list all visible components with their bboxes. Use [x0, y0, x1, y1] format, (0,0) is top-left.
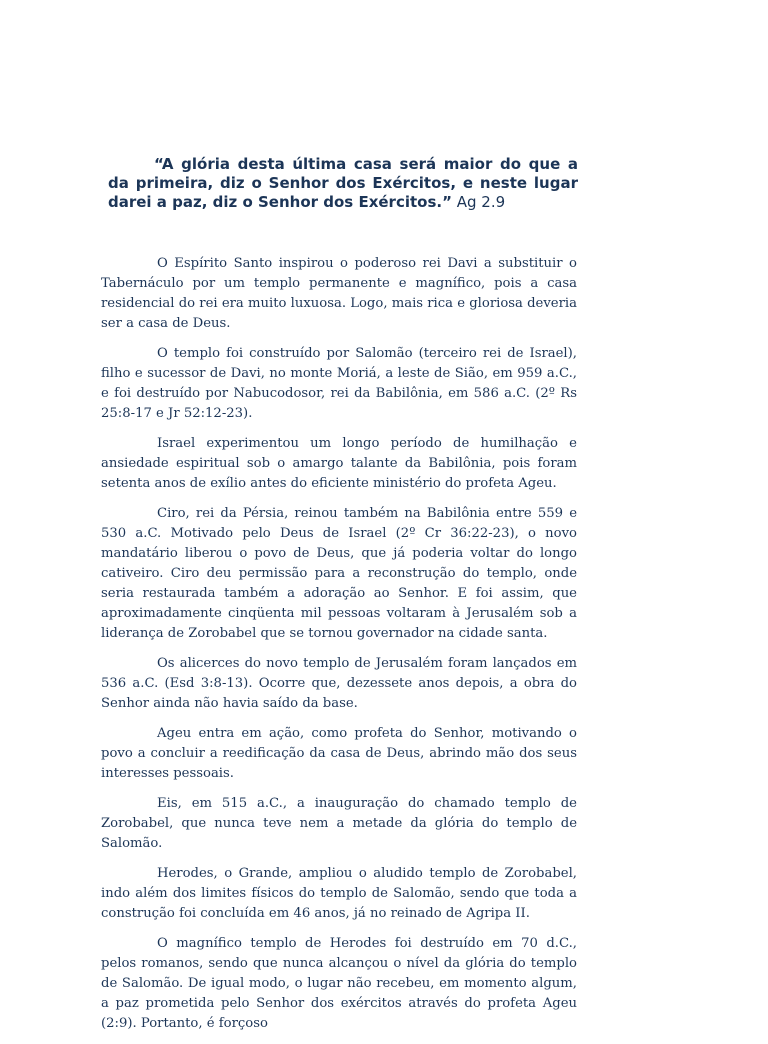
body-text — [101, 254, 577, 1044]
paragraph: Herodes, o Grande, ampliou o aludido templo de Zorobabel, indo além dos limites físicos do templo de Salomão, sendo que toda a construção foi concluída em 46 anos, já no reinado de Agripa II. — [101, 866, 577, 921]
epigraph-reference: Ag 2.9 — [456, 193, 506, 211]
paragraph: Israel experimentou um longo período de humilhação e ansiedade espiritual sob o amargo talante da Babilônia, pois foram setenta anos de exílio antes do eficiente ministério do profeta Ageu. — [101, 436, 577, 491]
epigraph — [108, 155, 578, 212]
paragraph: O templo foi construído por Salomão (terceiro rei de Israel), filho e sucessor de Davi, no monte Moriá, a leste de Sião, em 959 a.C., e foi destruído por Nabucodosor, rei da Babilônia, em 586 a.C. (2º Rs 25:8-17 e Jr 52:12-23). — [101, 346, 577, 421]
paragraph: Ageu entra em ação, como profeta do Senhor, motivando o povo a concluir a reedificação da casa de Deus, abrindo mão dos seus interesses pessoais. — [101, 726, 577, 781]
paragraph: Eis, em 515 a.C., a inauguração do chamado templo de Zorobabel, que nunca teve nem a metade da glória do templo de Salomão. — [101, 796, 577, 851]
paragraph: Ciro, rei da Pérsia, reinou também na Babilônia entre 559 e 530 a.C. Motivado pelo Deus de Israel (2º Cr 36:22-23), o novo mandatário liberou o povo de Deus, que já poderia voltar do longo cativeiro. Ciro deu permissão para a reconstrução do templo, onde seria restaurada também a adoração ao Senhor. E foi assim, que aproximadamente cinqüenta mil pessoas voltaram à Jerusalém sob a liderança de Zorobabel que se tornou governador na cidade santa. — [101, 506, 577, 641]
paragraph: O Espírito Santo inspirou o poderoso rei Davi a substituir o Tabernáculo por um templo permanente e magnífico, pois a casa residencial do rei era muito luxuosa. Logo, mais rica e gloriosa deveria ser a casa de Deus. — [101, 256, 577, 331]
paragraph: O magnífico templo de Herodes foi destruído em 70 d.C., pelos romanos, sendo que nunca alcançou o nível da glória do templo de Salomão. De igual modo, o lugar não recebeu, em momento algum, a paz prometida pelo Senhor dos exércitos através do profeta Ageu (2:9). Portanto, é forçoso — [101, 936, 577, 1031]
paragraph: Os alicerces do novo templo de Jerusalém foram lançados em 536 a.C. (Esd 3:8-13). Ocorre que, dezessete anos depois, a obra do Senhor ainda não havia saído da base. — [101, 656, 577, 711]
epigraph-quote: “A glória desta última casa será maior do que a da primeira, diz o Senhor dos Exércitos, e neste lugar darei a paz, diz o Senhor dos Exércitos.” — [108, 155, 578, 211]
